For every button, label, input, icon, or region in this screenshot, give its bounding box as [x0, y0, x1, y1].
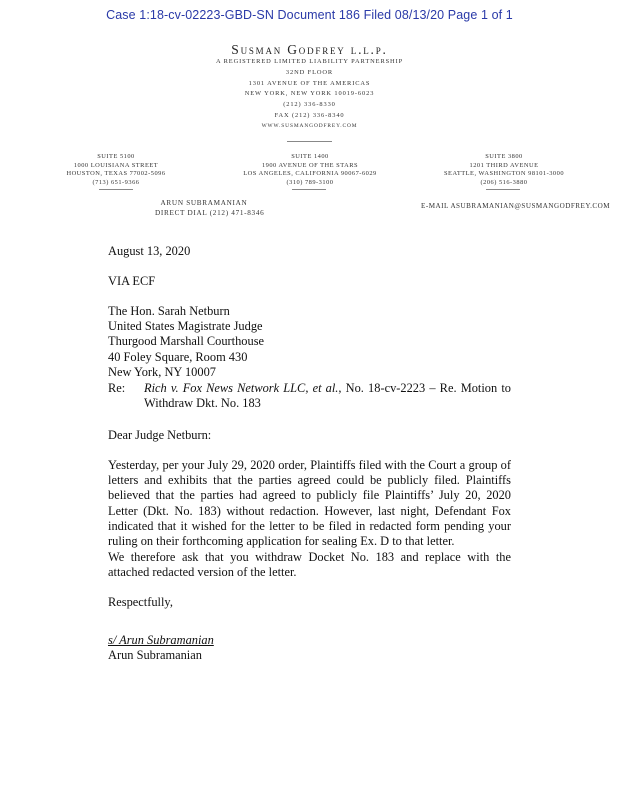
office-los-angeles [230, 153, 390, 187]
body-paragraph-1: Yesterday, per your July 29, 2020 order, Plaintiffs filed with the Court a group of letters and exhibits that the parties agreed could be publicly filed. Plaintiffs believed that the parties had agreed to publicly file Plaintiffs’ July 20, 2020 Letter (Dkt. No. 183) without redaction. However, last night, Defendant Fox indicated that it wished for the letter to be filed in redacted form pending your ruling on their forthcoming application for sealing Ex. D to that letter. [108, 458, 511, 549]
office-divider [292, 189, 326, 190]
office-phone: (310) 789-3100 [286, 178, 334, 186]
office-phone: (713) 651-9366 [92, 178, 140, 186]
office-houston [36, 153, 196, 187]
office-street: 1900 AVENUE OF THE STARS [261, 161, 359, 169]
firm-subtitle: A REGISTERED LIMITED LIABILITY PARTNERSHIP [215, 58, 404, 65]
firm-street: 1301 AVENUE OF THE AMERICAS [248, 80, 371, 87]
office-divider [486, 189, 520, 190]
addressee-block [108, 304, 408, 380]
closing: Respectfully, [108, 595, 173, 609]
firm-website: WWW.SUSMANGODFREY.COM [261, 123, 358, 129]
delivery-method: VIA ECF [108, 274, 156, 288]
firm-phone: (212) 336-8330 [283, 101, 336, 108]
office-street: 1201 THIRD AVENUE [469, 161, 539, 169]
re-label: Re: [108, 381, 126, 395]
attorney-name: ARUN SUBRAMANIAN [160, 199, 248, 207]
office-city: HOUSTON, TEXAS 77002-5096 [66, 170, 166, 178]
firm-floor: 32ND FLOOR [285, 69, 334, 76]
direct-dial: DIRECT DIAL (212) 471-8346 [155, 209, 265, 217]
signer-name: Arun Subramanian [108, 648, 202, 662]
office-street: 1000 LOUISIANA STREET [73, 161, 159, 169]
office-phone: (206) 516-3880 [480, 178, 528, 186]
attorney-email: E-MAIL ASUBRAMANIAN@SUSMANGODFREY.COM [421, 202, 610, 210]
re-subject [144, 381, 511, 411]
body-paragraph-2: We therefore ask that you withdraw Docket No. 183 and replace with the attached redacted version of the letter. [108, 550, 511, 580]
office-seattle [424, 153, 584, 187]
addressee-line: The Hon. Sarah Netburn [108, 304, 230, 318]
firm-city: NEW YORK, NEW YORK 10019-6023 [244, 90, 375, 97]
addressee-line: New York, NY 10007 [108, 364, 216, 379]
salutation: Dear Judge Netburn: [108, 428, 212, 442]
addressee-line: United States Magistrate Judge [108, 319, 263, 334]
office-suite: SUITE 5100 [97, 153, 135, 160]
office-suite: SUITE 1400 [291, 153, 329, 160]
electronic-signature: s/ Arun Subramanian [108, 633, 214, 647]
office-divider [99, 189, 133, 190]
addressee-line: 40 Foley Square, Room 430 [108, 349, 248, 364]
letterhead-divider [287, 141, 332, 142]
addressee-line: Thurgood Marshall Courthouse [108, 334, 265, 349]
re-subject-line-2: Withdraw Dkt. No. 183 [144, 396, 261, 411]
office-city: LOS ANGELES, CALIFORNIA 90067-6029 [243, 170, 377, 178]
firm-fax: FAX (212) 336-8340 [274, 112, 345, 119]
firm-name: Susman Godfrey l.l.p. [231, 42, 388, 57]
re-case-name: Rich v. Fox News Network LLC, et al. [144, 381, 339, 395]
office-suite: SUITE 3800 [485, 153, 523, 160]
letter-date: August 13, 2020 [108, 244, 191, 258]
office-city: SEATTLE, WASHINGTON 98101-3000 [443, 170, 565, 178]
re-case-number: , No. 18-cv-2223 – Re. Motion to [338, 381, 511, 395]
filing-stamp: Case 1:18-cv-02223-GBD-SN Document 186 Filed 08/13/20 Page 1 of 1 [106, 8, 513, 22]
